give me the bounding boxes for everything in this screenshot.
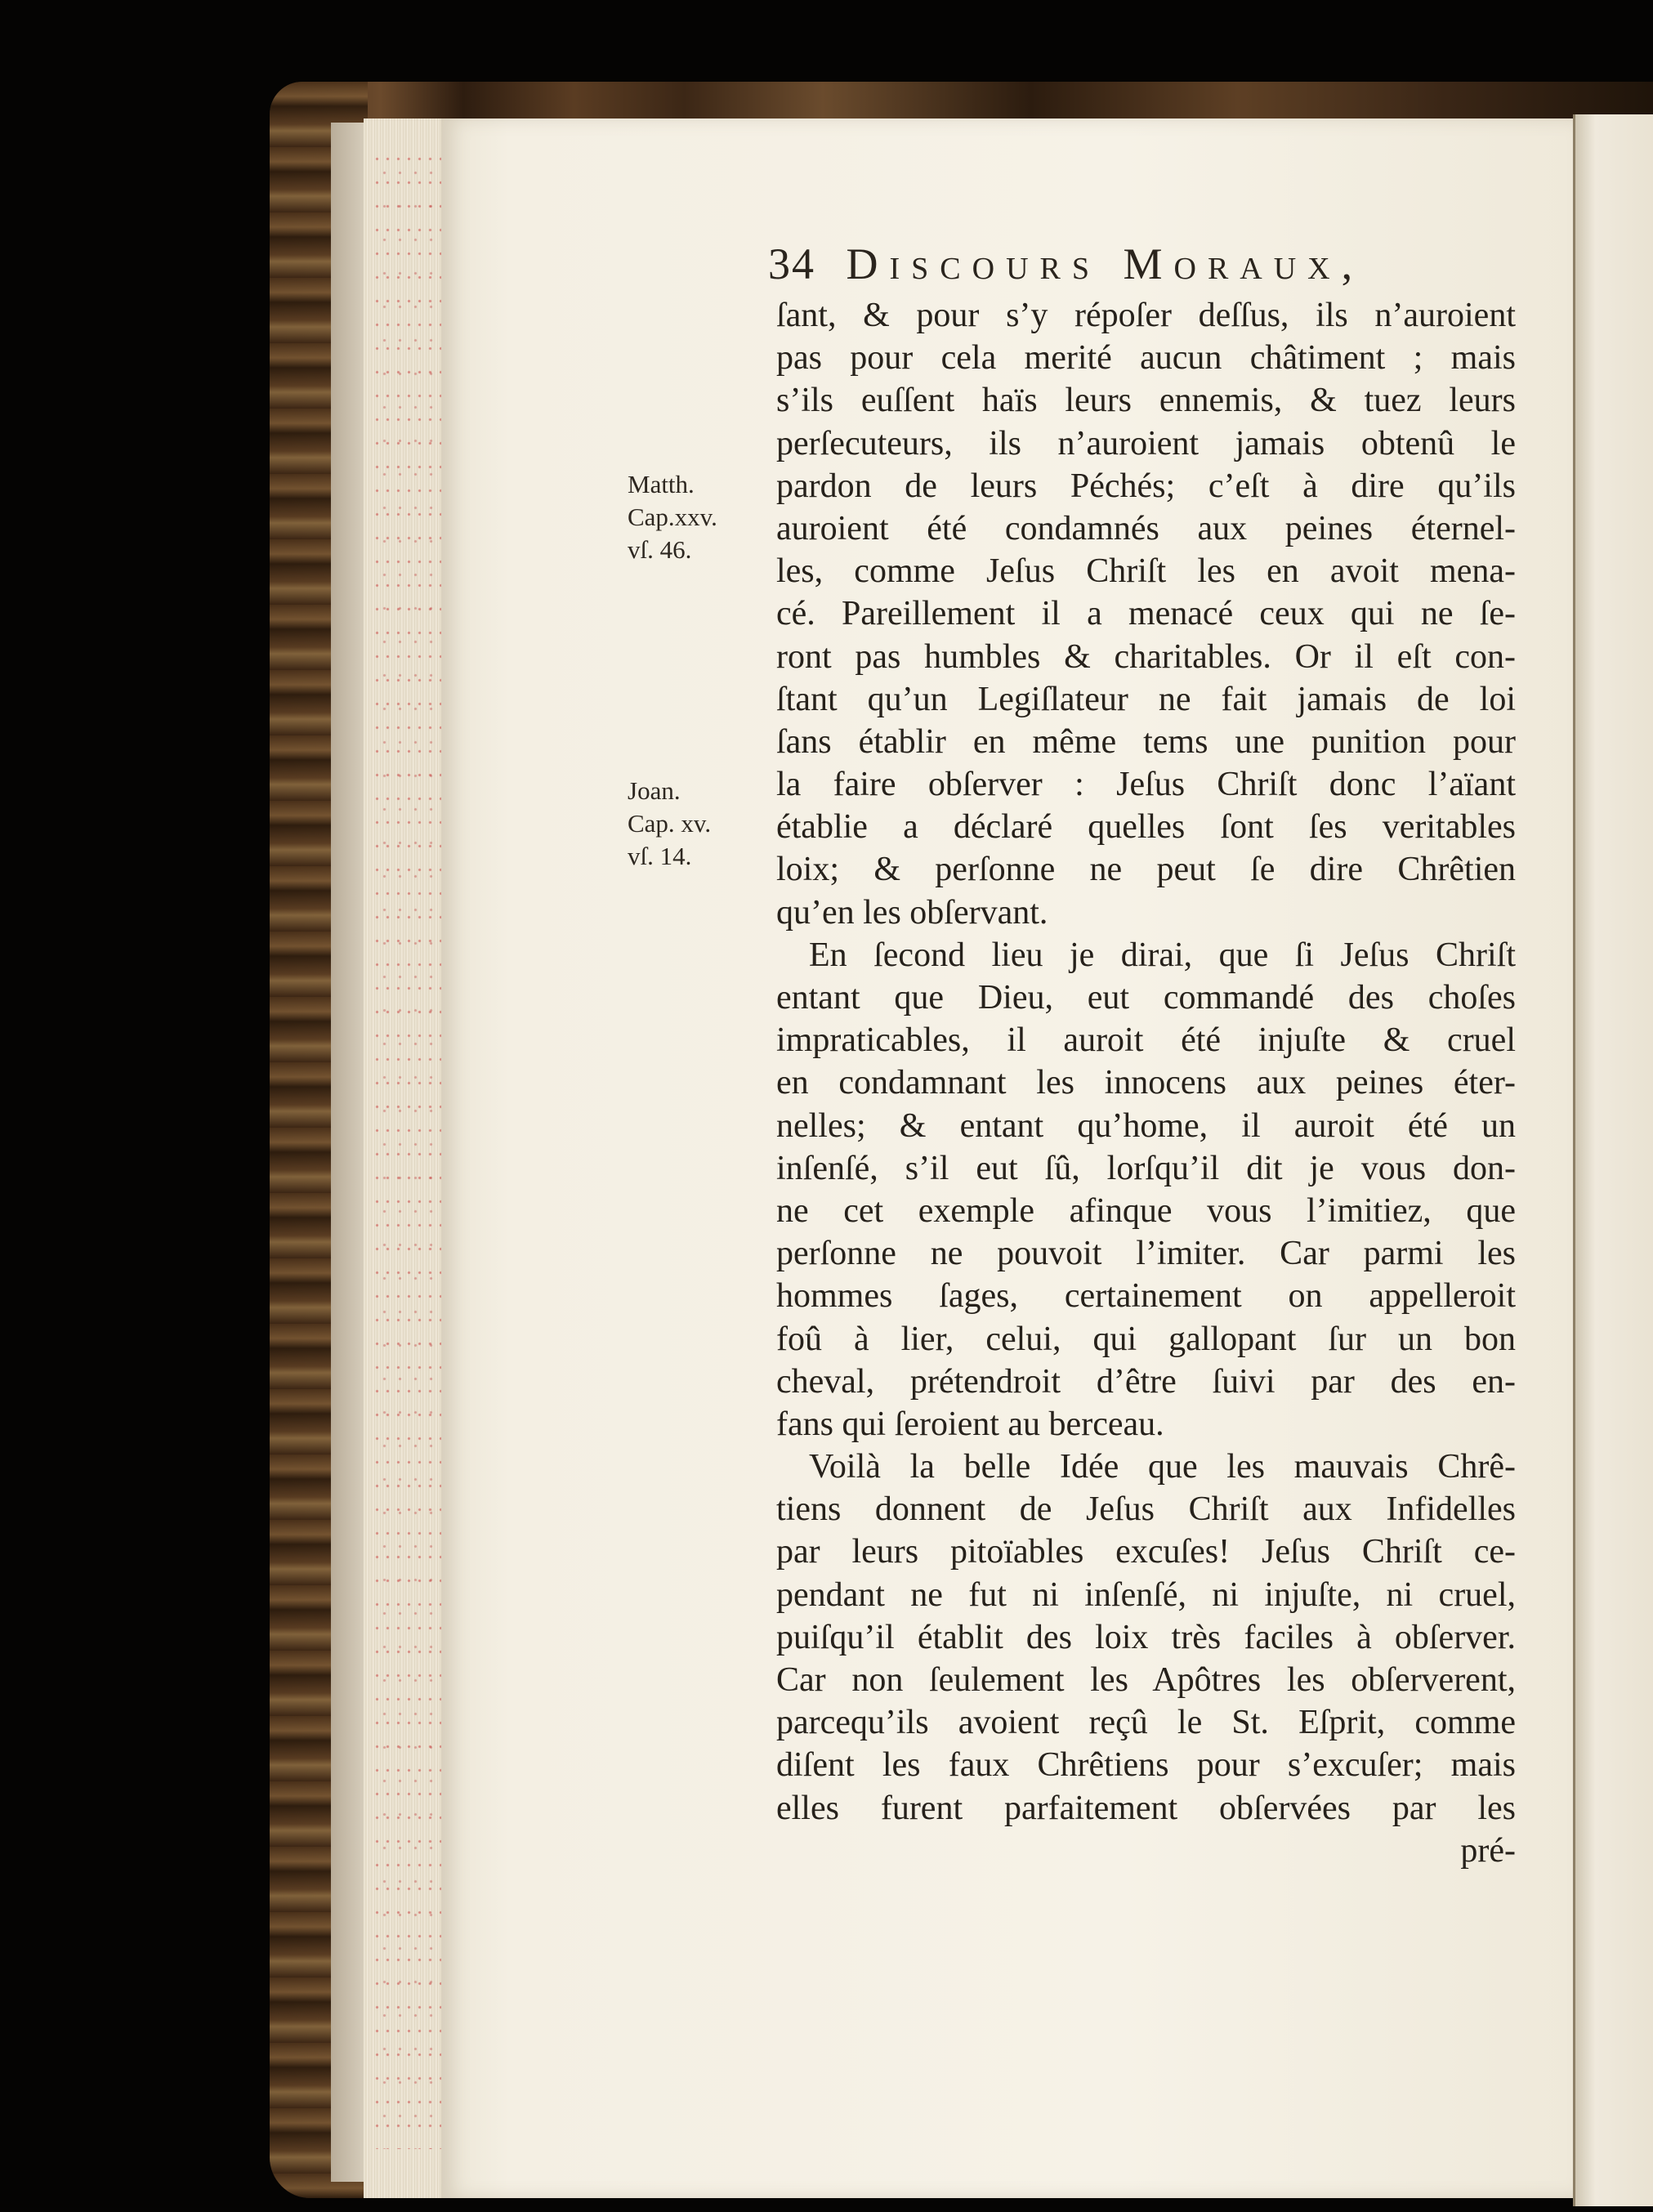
text-line: pardon de leurs Péchés; c’eſt à dire qu’ils bbox=[776, 467, 1516, 505]
text-line: ſant, & pour s’y répoſer deſſus, ils n’auroient bbox=[776, 297, 1516, 334]
text-line: entant que Dieu, eut commandé des choſes bbox=[776, 979, 1516, 1017]
text-line: loix; & perſonne ne peut ſe dire Chrêtien bbox=[776, 851, 1516, 889]
text-line: pendant ne fut ni inſenſé, ni injuſte, ni cruel, bbox=[776, 1575, 1516, 1614]
text-line: s’ils euſſent haïs leurs ennemis, & tuez leurs bbox=[776, 382, 1516, 420]
text-line: fans qui ſeroient au berceau. bbox=[776, 1405, 1164, 1443]
margin-note-john bbox=[628, 775, 750, 873]
text-line: tiens donnent de Jeſus Chriſt aux Infidelles bbox=[776, 1490, 1516, 1529]
margin-note-line: vſ. 46. bbox=[628, 535, 692, 564]
sprinkled-edge-specks bbox=[372, 147, 441, 2149]
text-line: elles furent parfaitement obſervées par les bbox=[776, 1789, 1516, 1827]
text-line: ne cet exemple afinque vous l’imitiez, que bbox=[776, 1191, 1516, 1230]
text-line: cheval, prétendroit d’être ſuivi par des en- bbox=[776, 1362, 1516, 1401]
text-line: nelles; & entant qu’home, il auroit été un bbox=[776, 1106, 1516, 1145]
text-line: perſecuteurs, ils n’auroient jamais obtenû le bbox=[776, 424, 1516, 463]
text-line: En ſecond lieu je dirai, que ſi Jeſus Chriſt bbox=[809, 936, 1516, 974]
text-line: hommes ſages, certainement on appelleroit bbox=[776, 1277, 1516, 1316]
page-number: 34 bbox=[768, 239, 815, 288]
text-line: ſtant qu’un Legiſlateur ne fait jamais de loi bbox=[776, 680, 1516, 718]
running-header bbox=[768, 239, 1552, 296]
margin-note-line: Cap.xxv. bbox=[628, 503, 717, 531]
text-line: ſans établir en même tems une punition pour bbox=[776, 722, 1516, 761]
margin-note-line: Joan. bbox=[628, 776, 681, 805]
facing-page-edge bbox=[1573, 114, 1653, 2206]
text-line: Car non ſeulement les Apôtres les obſerverent, bbox=[776, 1661, 1516, 1699]
catchword: pré- bbox=[1460, 1831, 1516, 1870]
running-title: Discours Moraux, bbox=[846, 239, 1365, 288]
margin-note-matthew bbox=[628, 468, 750, 566]
margin-note-line: vſ. 14. bbox=[628, 842, 692, 870]
text-line: perſonne ne pouvoit l’imiter. Car parmi les bbox=[776, 1235, 1516, 1273]
text-line: la faire obſerver : Jeſus Chriſt donc l’aïant bbox=[776, 766, 1516, 804]
margin-note-line: Matth. bbox=[628, 470, 695, 498]
text-line: parcequ’ils avoient reçû le St. Eſprit, comme bbox=[776, 1704, 1516, 1742]
text-line: inſenſé, s’il eut ſû, lorſqu’il dit je vous don- bbox=[776, 1149, 1516, 1187]
text-line: établie a déclaré quelles ſont ſes veritables bbox=[776, 808, 1516, 847]
text-line: diſent les faux Chrêtiens pour s’excuſer; mais bbox=[776, 1746, 1516, 1785]
text-line: les, comme Jeſus Chriſt les en avoit mena- bbox=[776, 552, 1516, 591]
text-line: auroient été condamnés aux peines éternel- bbox=[776, 509, 1516, 547]
margin-note-line: Cap. xv. bbox=[628, 809, 712, 838]
text-line: cé. Pareillement il a menacé ceux qui ne ſe- bbox=[776, 595, 1516, 633]
text-line: en condamnant les innocens aux peines éter- bbox=[776, 1064, 1516, 1102]
text-line: pas pour cela merité aucun châtiment ; mais bbox=[776, 339, 1516, 378]
text-line: Voilà la belle Idée que les mauvais Chrê- bbox=[809, 1448, 1516, 1486]
text-line: qu’en les obſervant. bbox=[776, 893, 1048, 932]
body-text bbox=[776, 294, 1516, 1872]
text-line: impraticables, il auroit été injuſte & cruel bbox=[776, 1021, 1516, 1060]
text-line: puiſqu’il établit des loix très faciles à obſerver. bbox=[776, 1618, 1516, 1656]
text-line: ront pas humbles & charitables. Or il eſt con- bbox=[776, 637, 1516, 676]
text-line: foû à lier, celui, qui gallopant ſur un bon bbox=[776, 1320, 1516, 1358]
text-line: par leurs pitoïables excuſes! Jeſus Chriſt ce- bbox=[776, 1533, 1516, 1571]
